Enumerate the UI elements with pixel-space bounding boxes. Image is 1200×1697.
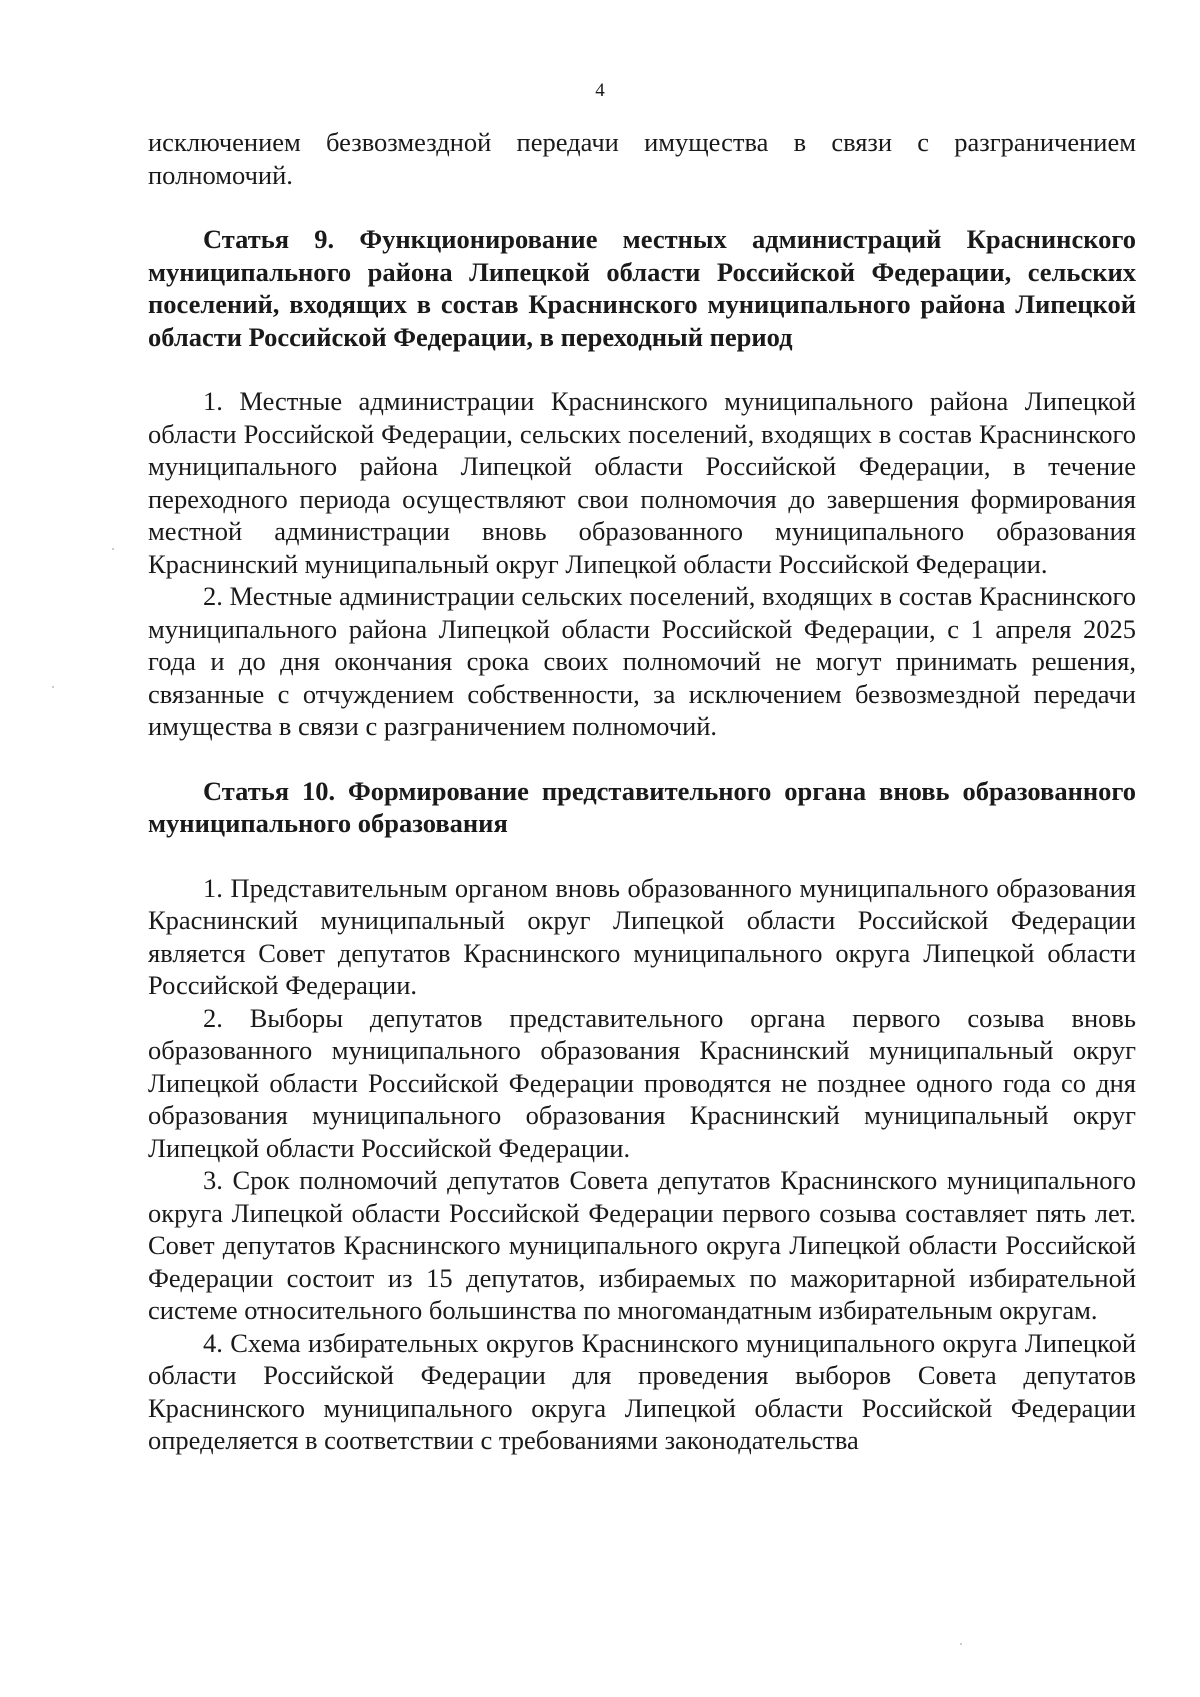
article-9-item-1: 1. Местные администрации Краснинского муниципального района Липецкой области Российской Федерации, сельских поселений, входящих в состав Краснинского муниципального района Липецкой области Российской Федерации, в течение переходного периода осуществляют свои полномочия до завершения формирования местной администрации вновь образованного муниципального образования Краснинский муниципальный округ Липецкой области Российской Федерации. bbox=[148, 386, 1136, 579]
article-9-heading: Статья 9. Функционирование местных администраций Краснинского муниципального района Липецкой области Российской Федерации, сельских поселений, входящих в состав Краснинского муниципального района Липецкой области Российской Федерации, в переходный период bbox=[148, 224, 1136, 352]
article-9-item-2: 2. Местные администрации сельских поселений, входящих в состав Краснинского муниципального района Липецкой области Российской Федерации, с 1 апреля 2025 года и до дня окончания срока своих полномочий не могут принимать решения, связанные с отчуждением собственности, за исключением безвозмездной передачи имущества в связи с разграничением полномочий. bbox=[148, 581, 1136, 741]
page-number: 4 bbox=[595, 80, 605, 101]
scan-speck bbox=[52, 686, 54, 688]
article-10-heading: Статья 10. Формирование представительного органа вновь образованного муниципального образования bbox=[148, 775, 1136, 838]
article-10-item-1: 1. Представительным органом вновь образованного муниципального образования Краснинский муниципальный округ Липецкой области Российской Федерации является Совет депутатов Краснинского муниципального округа Липецкой области Российской Федерации. bbox=[148, 872, 1136, 1000]
article-10-item-3: 3. Срок полномочий депутатов Совета депутатов Краснинского муниципального округа Липецкой области Российской Федерации первого созыва составляет пять лет. Совет депутатов Краснинского муниципального округа Липецкой области Российской Федерации состоит из 15 депутатов, избираемых по мажоритарной избирательной системе относительного большинства по многомандатным избирательным округам. bbox=[148, 1165, 1136, 1325]
scan-speck bbox=[112, 548, 114, 550]
scan-speck bbox=[960, 1643, 962, 1645]
article-10-item-4: 4. Схема избирательных округов Краснинского муниципального округа Липецкой области Российской Федерации для проведения выборов Совета депутатов Краснинского муниципального округа Липецкой области Российской Федерации определяется в соответствии с требованиями законодательства bbox=[148, 1327, 1136, 1455]
article-10-item-2: 2. Выборы депутатов представительного органа первого созыва вновь образованного муниципального образования Краснинский муниципальный округ Липецкой области Российской Федерации проводятся не позднее одного года со дня образования муниципального образования Краснинский муниципальный округ Липецкой области Российской Федерации. bbox=[148, 1002, 1136, 1163]
paragraph-continuation: исключением безвозмездной передачи имущества в связи с разграничением полномочий. bbox=[148, 127, 1136, 190]
document-body bbox=[148, 126, 1136, 1457]
